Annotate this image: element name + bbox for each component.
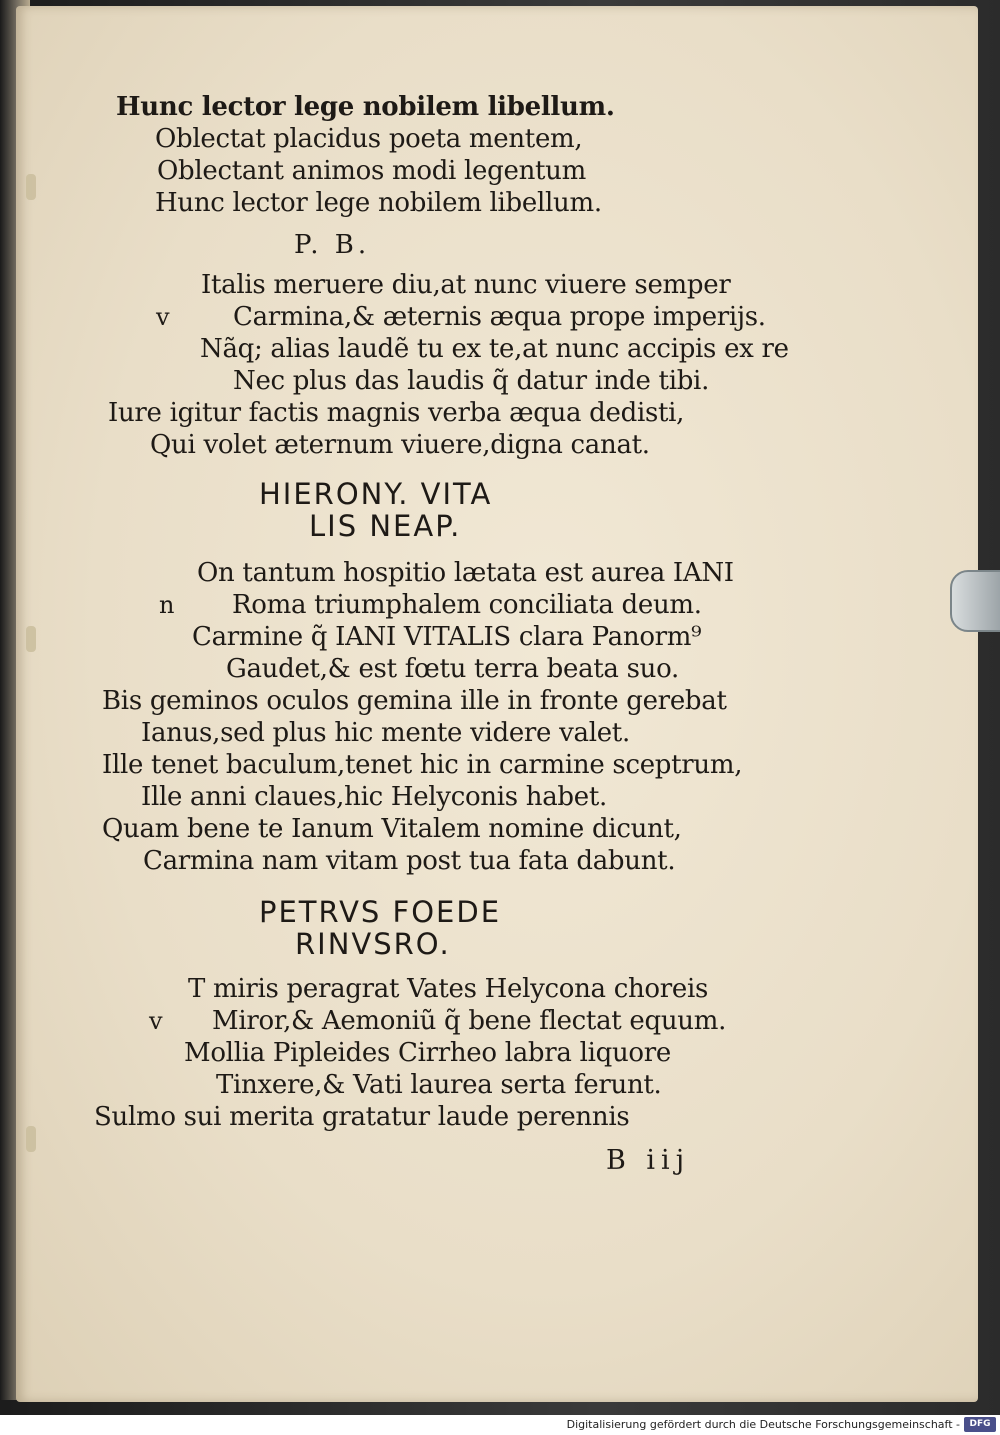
poem-line: Sulmo sui merita gratatur laude perennis (94, 1102, 630, 1132)
poem-line: Ille anni claues,hic Helyconis habet. (141, 782, 607, 812)
poem-line: Miror,& Aemoniũ q̃ bene flectat equum. (212, 1006, 727, 1036)
poem-line: Carmina nam vitam post tua fata dabunt. (143, 846, 676, 876)
poem-line: Quam bene te Ianum Vitalem nomine dicunt, (102, 814, 682, 844)
poem-line: On tantum hospitio lætata est aurea IANI (197, 558, 734, 588)
drop-cap-marker: v (149, 1007, 163, 1035)
section-heading: RINVSRO. (295, 927, 451, 961)
section-heading: LIS NEAP. (309, 509, 462, 543)
poem-line: Iure igitur factis magnis verba æqua dedisti, (108, 398, 685, 428)
initials-line: P. B. (294, 230, 371, 260)
poem-line: Mollia Pipleides Cirrheo labra liquore (184, 1038, 671, 1068)
poem-line: Italis meruere diu,at nunc viuere semper (201, 270, 731, 300)
poem-line: Ille tenet baculum,tenet hic in carmine sceptrum, (102, 750, 743, 780)
poem-line: Hunc lector lege nobilem libellum. (155, 188, 602, 218)
signature-mark: B iij (606, 1145, 691, 1176)
poem-line: Ianus,sed plus hic mente videre valet. (141, 718, 630, 748)
poem-line: Qui volet æternum viuere,digna canat. (150, 430, 650, 460)
book-page (16, 6, 978, 1402)
drop-cap-marker: v (156, 303, 170, 331)
poem-line: Carmine q̃ IANI VITALIS clara Panorm⁹ (192, 622, 702, 652)
poem-line: T miris peragrat Vates Helycona choreis (188, 974, 709, 1004)
poem-line: Oblectant animos modi legentum (157, 156, 586, 186)
dfg-logo: DFG (964, 1417, 996, 1432)
drop-cap-marker: n (159, 591, 175, 619)
poem-line: Bis geminos oculos gemina ille in fronte gerebat (102, 686, 727, 716)
bookmark-tab (950, 570, 1000, 632)
footer-bar (0, 1415, 1000, 1435)
section-heading: HIERONY. VITA (259, 477, 493, 511)
funding-credit: Digitalisierung gefördert durch die Deutsche Forschungsgemeinschaft - (566, 1418, 960, 1431)
poem-line: Carmina,& æternis æqua prope imperijs. (233, 302, 766, 332)
poem-line: Gaudet,& est fœtu terra beata suo. (226, 654, 679, 684)
poem-line: Roma triumphalem conciliata deum. (232, 590, 702, 620)
poem-line: Nec plus das laudis q̃ datur inde tibi. (233, 366, 710, 396)
section-heading: PETRVS FOEDE (259, 895, 502, 929)
poem-line: Tinxere,& Vati laurea serta ferunt. (216, 1070, 662, 1100)
poem-line: Oblectat placidus poeta mentem, (155, 124, 583, 154)
page-text (16, 6, 978, 1402)
poem-line: Hunc lector lege nobilem libellum. (116, 92, 615, 122)
poem-line: Nãq; alias laudẽ tu ex te,at nunc accipis ex re (200, 334, 789, 364)
